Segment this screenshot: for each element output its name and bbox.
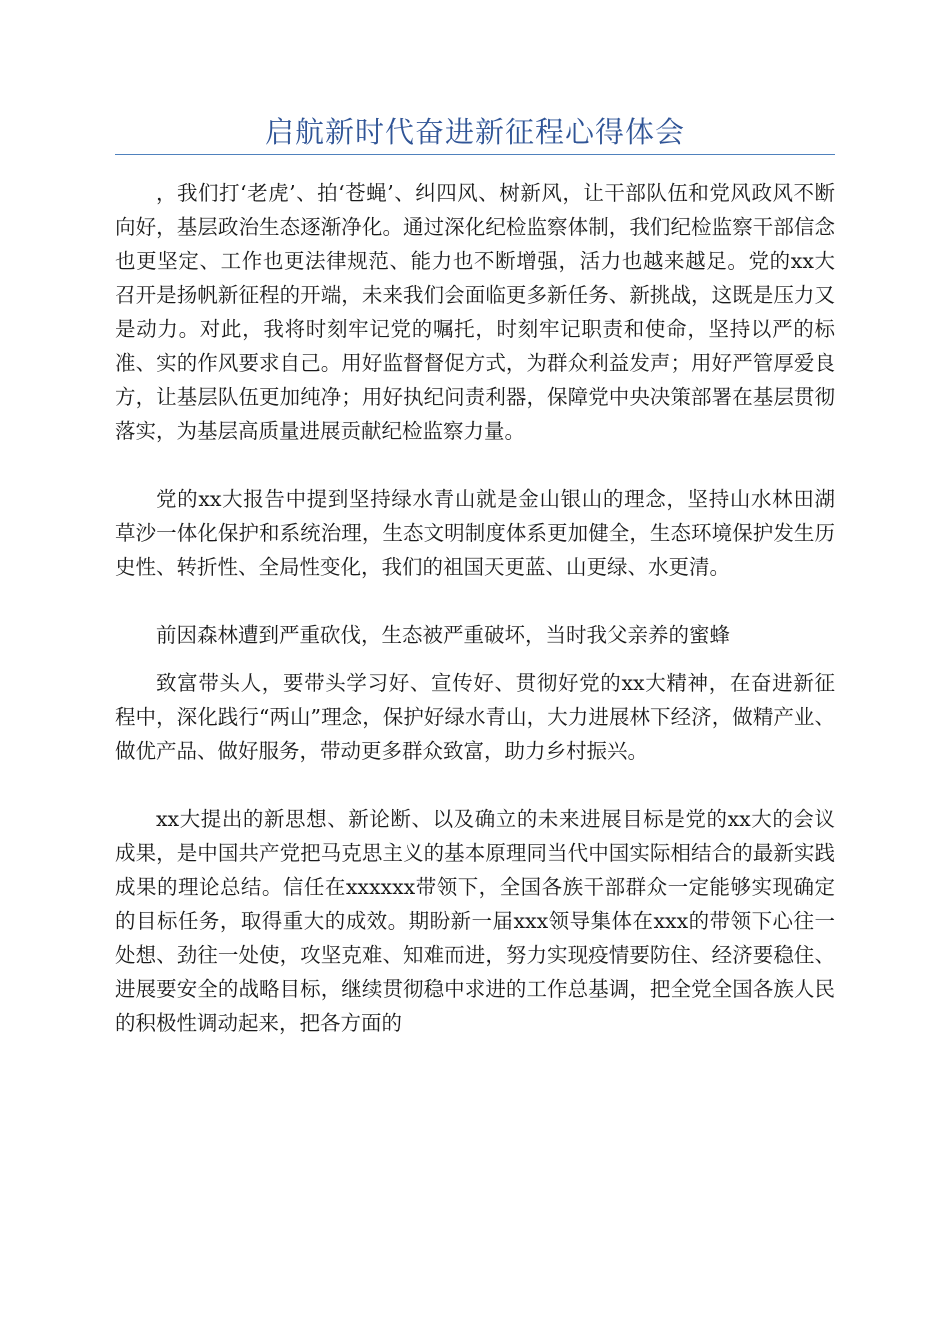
paragraph-spacer (115, 448, 835, 482)
paragraph-spacer (115, 652, 835, 666)
paragraph-spacer (115, 768, 835, 802)
paragraph-2: 党的xx大报告中提到坚持绿水青山就是金山银山的理念，坚持山水林田湖草沙一体化保护和系统治理，生态文明制度体系更加健全，生态环境保护发生历史性、转折性、全局性变化，我们的祖国天更蓝、山更绿、水更清。 (115, 487, 835, 579)
document-title: 启航新时代奋进新征程心得体会 (264, 115, 685, 149)
paragraph-5: xx大提出的新思想、新论断、以及确立的未来进展目标是党的xx大的会议成果，是中国共产党把马克思主义的基本原理同当代中国实际相结合的最新实践成果的理论总结。信任在xxxxxx带领下，全国各族干部群众一定能够实现确定的目标任务，取得重大的成效。期盼新一届xxx领导集体在xxx的带领下心往一处想、劲往一处使，攻坚克难、知难而进，努力实现疫情要防住、经济要稳住、进展要安全的战略目标，继续贯彻稳中求进的工作总基调，把全党全国各族人民的积极性调动起来，把各方面的 (115, 807, 835, 1035)
title-underline (115, 154, 835, 155)
paragraph-spacer (115, 584, 835, 618)
paragraph-1: ，我们打‘老虎’、拍‘苍蝇’、纠四风、树新风，让干部队伍和党风政风不断向好，基层政治生态逐渐净化。通过深化纪检监察体制，我们纪检监察干部信念也更坚定、工作也更法律规范、能力也不断增强，活力也越来越足。党的xx大召开是扬帆新征程的开端，未来我们会面临更多新任务、新挑战，这既是压力又是动力。对此，我将时刻牢记党的嘱托，时刻牢记职责和使命，坚持以严的标准、实的作风要求自己。用好监督督促方式，为群众利益发声；用好严管厚爱良方，让基层队伍更加纯净；用好执纪问责利器，保障党中央决策部署在基层贯彻落实，为基层高质量进展贡献纪检监察力量。 (115, 181, 835, 443)
paragraph-4: 致富带头人，要带头学习好、宣传好、贯彻好党的xx大精神，在奋进新征程中，深化践行“两山”理念，保护好绿水青山，大力进展林下经济，做精产业、做优产品、做好服务，带动更多群众致富，助力乡村振兴。 (115, 671, 835, 763)
document-body (115, 176, 835, 1040)
paragraph-3: 前因森林遭到严重砍伐，生态被严重破坏，当时我父亲养的蜜蜂 (156, 623, 730, 647)
